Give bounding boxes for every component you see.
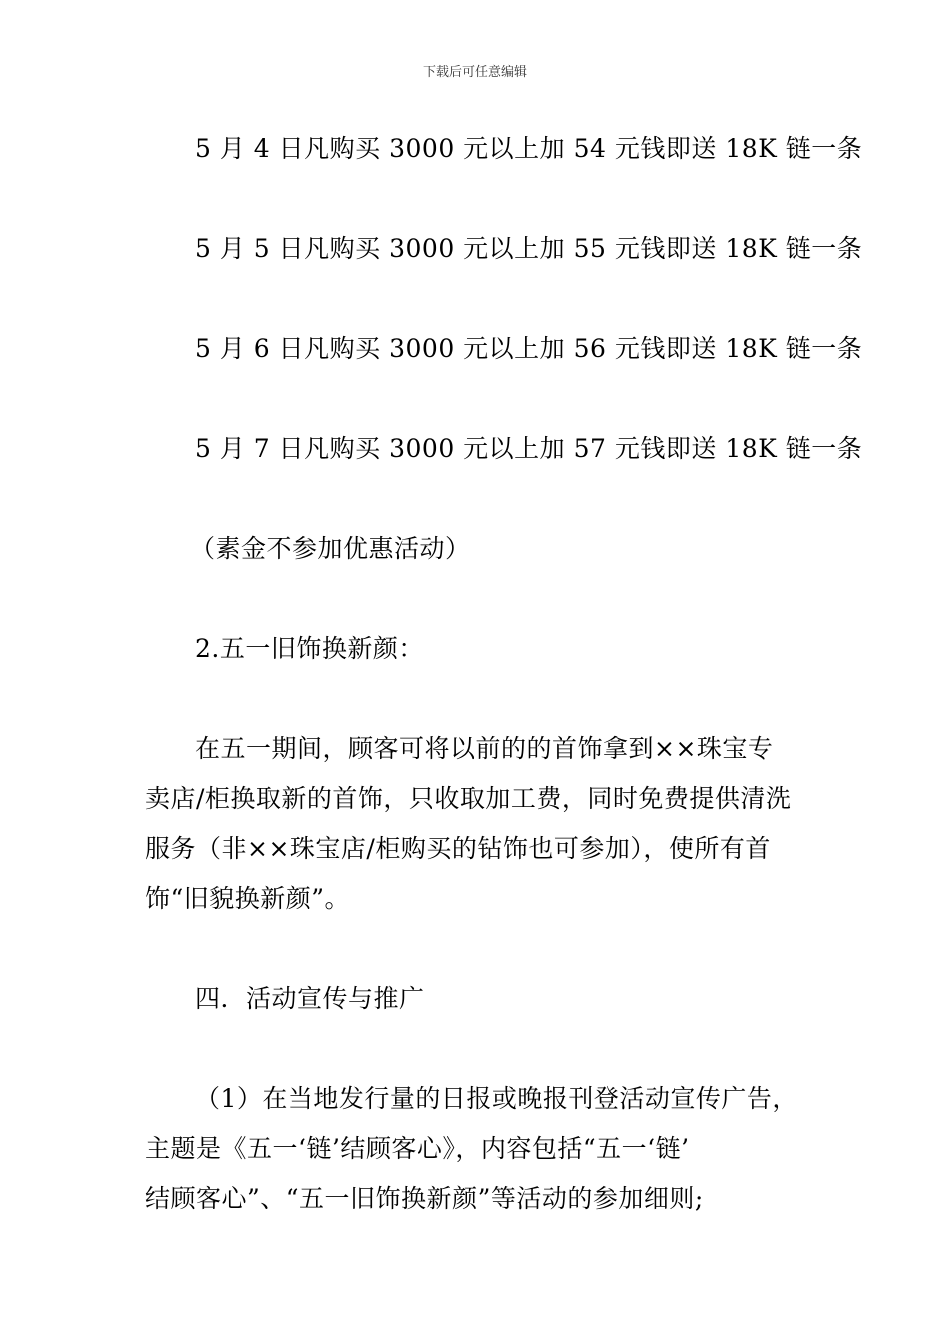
promotion-line-may-5: 5 月 5 日凡购买 3000 元以上加 55 元钱即送 18K 链一条 [195,234,863,263]
section-2-paragraph-line-2: 卖店/柜换取新的首饰，只收取加工费，同时免费提供清洗 [145,784,792,813]
section-4-paragraph-line-1: （1）在当地发行量的日报或晚报刊登活动宣传广告， [195,1084,798,1113]
section-4-heading: 四．活动宣传与推广 [195,984,425,1013]
section-2-paragraph-line-1: 在五一期间，顾客可将以前的的首饰拿到××珠宝专 [195,734,774,763]
page-header: 下载后可任意编辑 [422,65,527,80]
section-2-heading: 2.五一旧饰换新颜： [195,634,424,663]
section-2-paragraph-line-4: 饰“旧貌换新颜”。 [145,884,351,913]
promotion-line-may-4: 5 月 4 日凡购买 3000 元以上加 54 元钱即送 18K 链一条 [195,134,863,163]
section-4-paragraph-line-3: 结顾客心”、“五一旧饰换新颜”等活动的参加细则; [145,1184,704,1213]
promotion-line-may-7: 5 月 7 日凡购买 3000 元以上加 57 元钱即送 18K 链一条 [195,434,863,463]
section-2-paragraph-line-3: 服务（非××珠宝店/柜购买的钻饰也可参加），使所有首 [145,834,771,863]
promotion-line-may-6: 5 月 6 日凡购买 3000 元以上加 56 元钱即送 18K 链一条 [195,334,863,363]
section-4-paragraph-line-2: 主题是《五一‘链’结顾客心》，内容包括“五一‘链’ [145,1134,690,1163]
promotion-note: （素金不参加优惠活动） [190,534,471,563]
